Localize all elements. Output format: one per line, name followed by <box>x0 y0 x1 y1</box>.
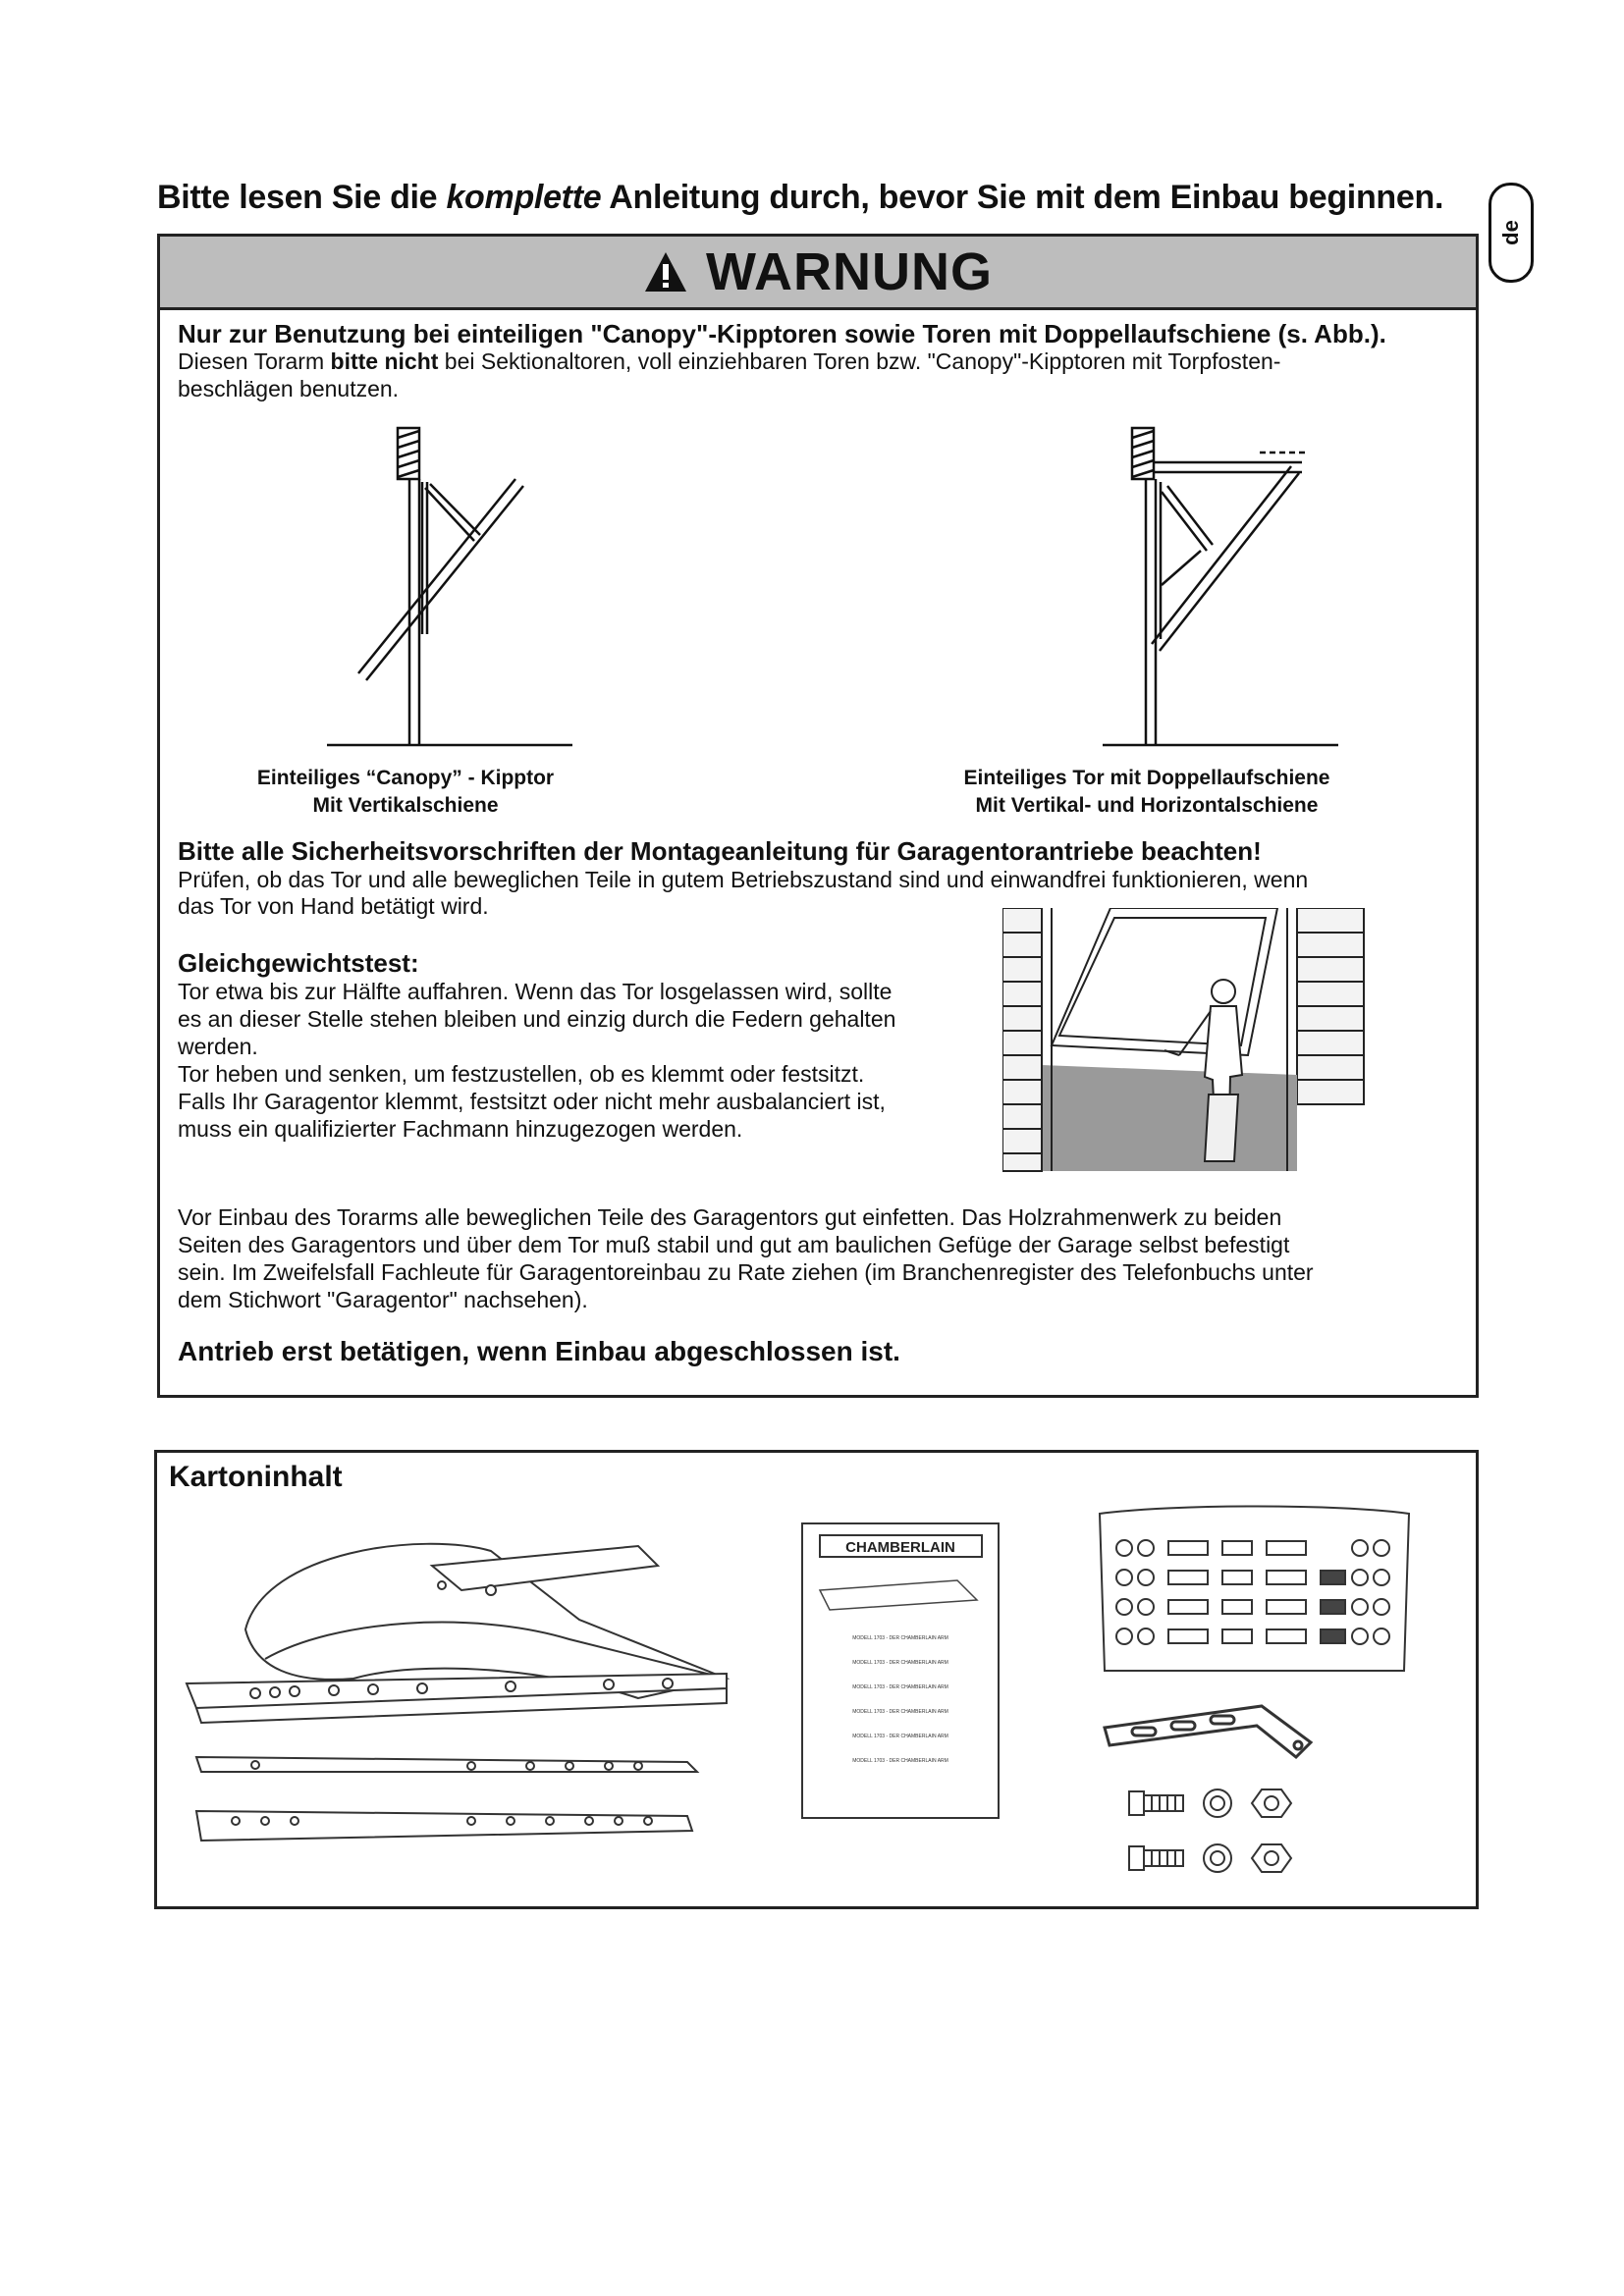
carton-title: Kartoninhalt <box>169 1461 343 1493</box>
grease-line-3: sein. Im Zweifelsfall Fachleute für Garagentoreinbau zu Rate ziehen (im Branchenregister des Telefonbuchs unter <box>178 1259 1314 1285</box>
figure-left-caption-line1: Einteiliges “Canopy” - Kipptor <box>256 767 555 789</box>
grease-line-2: Seiten des Garagentors und über dem Tor muß stabil und gut am baulichen Gefüge der Garage selbst befestigt <box>178 1232 1290 1257</box>
figure-right-caption-line2: Mit Vertikal- und Horizontalschiene <box>975 794 1319 817</box>
intro-headline <box>157 179 1492 217</box>
balance-heading: Gleichgewichtstest: <box>178 948 419 978</box>
final-note: Antrieb erst betätigen, wenn Einbau abgeschlossen ist. <box>178 1336 900 1366</box>
bolts-nuts-illustration <box>1124 1782 1321 1890</box>
manual-model-line-2: MODELL 1703 - DER CHAMBERLAIN ARM <box>852 1660 948 1666</box>
warning-box <box>157 234 1479 1398</box>
balance-line-2: es an dieser Stelle stehen bleiben und einzig durch die Federn gehalten <box>178 1006 896 1032</box>
double-track-door-diagram <box>1024 423 1358 757</box>
balance-line-6: muss ein qualifizierter Fachmann hinzugezogen werden. <box>178 1116 743 1142</box>
manual-model-line-4: MODELL 1703 - DER CHAMBERLAIN ARM <box>852 1709 948 1715</box>
balance-line-4: Tor heben und senken, um festzustellen, ob es klemmt oder festsitzt. <box>178 1061 865 1087</box>
warning-title: WARNUNG <box>706 242 993 301</box>
manual-model-line-3: MODELL 1703 - DER CHAMBERLAIN ARM <box>852 1684 948 1690</box>
safety-line-2: das Tor von Hand betätigt wird. <box>178 893 489 919</box>
grease-line-4: dem Stichwort "Garagentor" nachsehen). <box>178 1287 588 1312</box>
balance-line-1: Tor etwa bis zur Hälfte auffahren. Wenn das Tor losgelassen wird, sollte <box>178 979 893 1004</box>
manual-booklet-illustration <box>800 1522 1006 1826</box>
balance-line-3: werden. <box>178 1034 258 1059</box>
warning-header <box>160 237 1476 310</box>
language-tab-label: de <box>1498 220 1523 245</box>
carton-contents-box <box>154 1450 1479 1909</box>
figure-left-caption <box>239 765 572 820</box>
usage-text <box>178 347 1280 375</box>
balance-line-5: Falls Ihr Garagentor klemmt, festsitzt oder nicht mehr ausbalanciert ist, <box>178 1089 886 1114</box>
usage-text-before: Diesen Torarm <box>178 348 331 374</box>
balance-test-illustration <box>1002 908 1366 1173</box>
figure-left-caption-line2: Mit Vertikalschiene <box>312 794 499 817</box>
usage-text-after: bei Sektionaltoren, voll einziehbaren Toren bzw. "Canopy"-Kipptoren mit Torpfosten- <box>438 348 1281 374</box>
grease-line-1: Vor Einbau des Torarms alle beweglichen Teile des Garagentors gut einfetten. Das Holzrahmenwerk zu beiden <box>178 1204 1282 1230</box>
safety-line-1: Prüfen, ob das Tor und alle beweglichen Teile in gutem Betriebszustand sind und einwandfrei funktionieren, wenn <box>178 867 1309 892</box>
angle-bracket-illustration <box>1095 1698 1321 1767</box>
intro-text-after: Anleitung durch, bevor Sie mit dem Einbau beginnen. <box>601 179 1444 216</box>
manual-brand: CHAMBERLAIN <box>845 1539 955 1556</box>
warning-triangle-icon <box>643 250 688 294</box>
usage-text-bold: bitte nicht <box>330 348 439 374</box>
figure-right-caption-line1: Einteiliges Tor mit Doppellaufschiene <box>963 767 1330 789</box>
language-tab <box>1489 183 1534 283</box>
figure-right-caption <box>936 765 1358 820</box>
manual-model-line-6: MODELL 1703 - DER CHAMBERLAIN ARM <box>852 1758 948 1764</box>
safety-heading: Bitte alle Sicherheitsvorschriften der Montageanleitung für Garagentorantriebe beachten! <box>178 836 1262 866</box>
canopy-door-diagram <box>288 423 592 757</box>
intro-text-emphasis: komplette <box>446 179 602 216</box>
manual-model-line-5: MODELL 1703 - DER CHAMBERLAIN ARM <box>852 1734 948 1739</box>
door-arm-assembly-illustration <box>177 1512 844 1885</box>
usage-heading: Nur zur Benutzung bei einteiligen "Canopy"-Kipptoren sowie Toren mit Doppellaufschiene (s. Abb.). <box>178 319 1386 348</box>
usage-text-line2: beschlägen benutzen. <box>178 376 400 401</box>
hardware-bag-illustration <box>1095 1504 1419 1681</box>
intro-text-before: Bitte lesen Sie die <box>157 179 447 216</box>
manual-model-line-1: MODELL 1703 - DER CHAMBERLAIN ARM <box>852 1635 948 1641</box>
